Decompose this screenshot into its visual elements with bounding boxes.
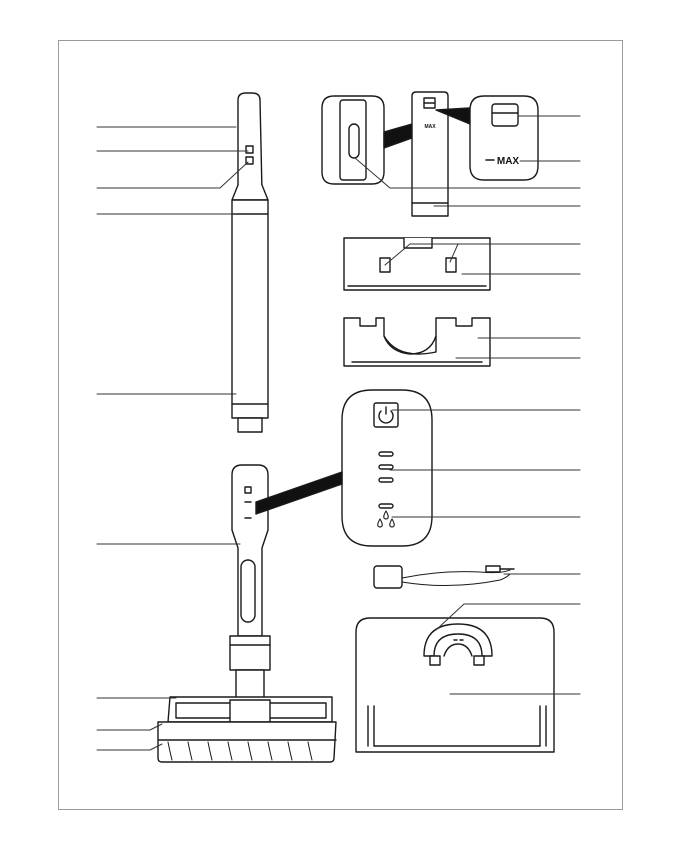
clean-water-tank (322, 92, 538, 216)
leader-3 (97, 162, 248, 188)
docking-station (356, 618, 554, 752)
indicator-light-3 (379, 478, 393, 482)
floor-unit (158, 465, 336, 762)
brush-roller (158, 722, 336, 762)
leader-8 (97, 724, 162, 730)
power-adapter (374, 566, 514, 588)
dirty-water-window (241, 560, 255, 622)
water-indicator (379, 504, 393, 508)
tank-max-small-label: MAX (424, 124, 436, 130)
leader-lines-left (97, 127, 248, 750)
handheld-unit (232, 93, 268, 432)
brush-holder (344, 318, 490, 366)
storage-tray (344, 238, 490, 290)
indicator-light-2 (379, 465, 393, 469)
control-panel (256, 390, 432, 546)
tank-latch (349, 124, 359, 158)
indicator-light-1 (379, 452, 393, 456)
leader-9 (97, 744, 162, 750)
leader-r3 (355, 158, 580, 188)
max-fill-label: MAX (496, 156, 520, 167)
handle-button-1 (246, 146, 253, 153)
